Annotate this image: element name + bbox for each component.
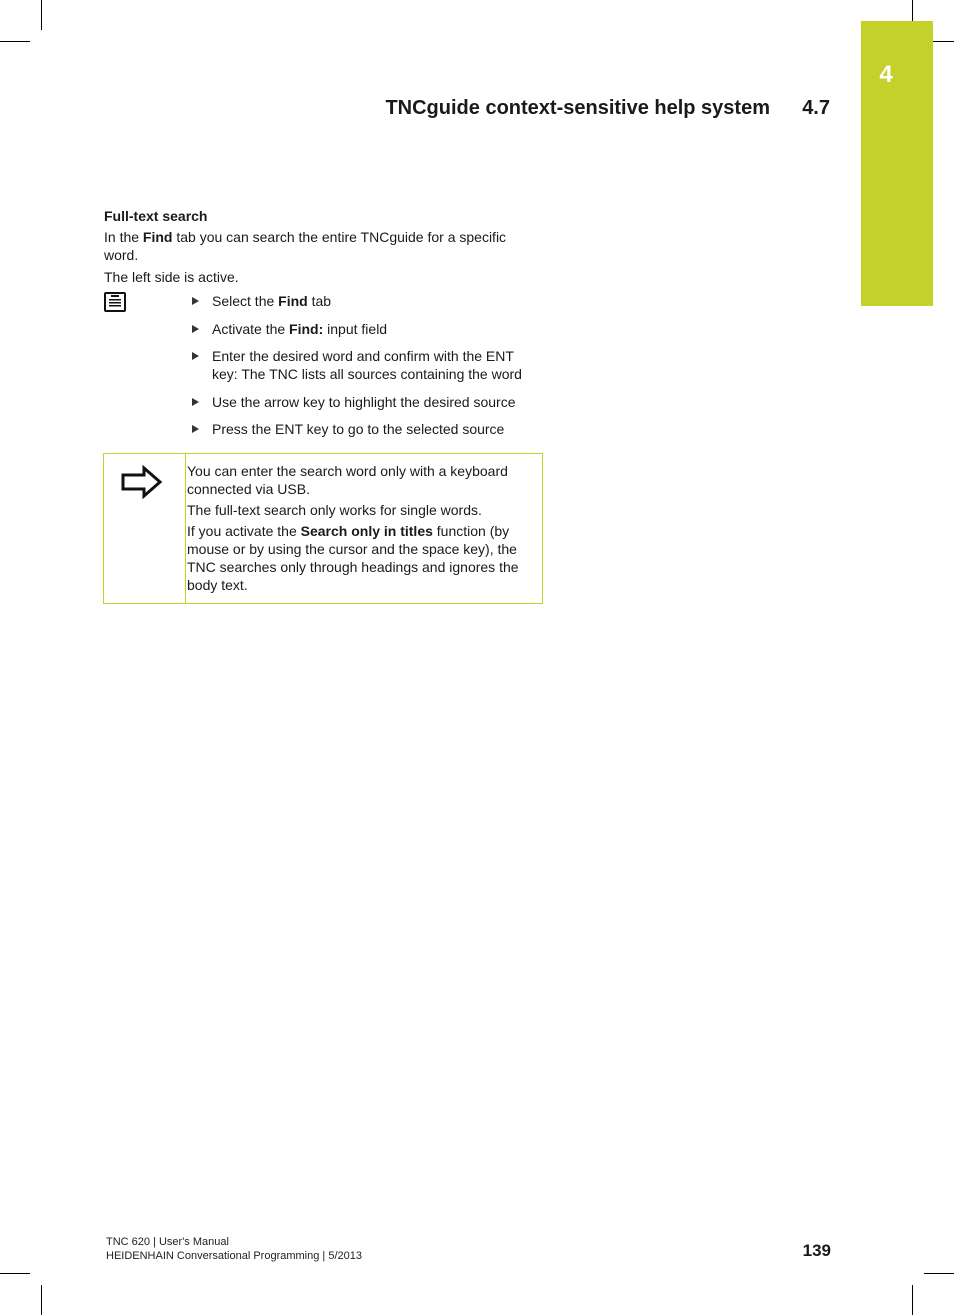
step-text-pre: Activate the [212,321,290,337]
chapter-number: 4 [879,61,893,88]
intro-text: In the [104,229,143,245]
header-title: TNCguide context-sensitive help system [385,97,770,119]
page-number: 139 [802,1241,831,1260]
note-divider [185,454,186,603]
step-text-bold: Find [278,293,308,309]
step-text-bold: Find: [289,321,324,337]
intro-text-end: tab you can search the entire TNCguide for a specific word. [104,229,507,263]
intro-paragraph [104,228,544,264]
step-text [212,320,542,338]
section-heading: Full-text search [104,208,208,224]
step-text: Use the arrow key to highlight the desired source [212,394,516,410]
note-line [187,522,537,594]
crop-mark [41,1285,42,1315]
step-text-post: input field [323,321,388,337]
note-text [187,462,537,597]
footer-line: TNC 620 | User's Manual [106,1236,229,1248]
left-active-paragraph: The left side is active. [104,269,239,285]
footer [106,1235,362,1263]
triangle-bullet-icon [192,297,199,305]
crop-mark [41,0,42,30]
triangle-bullet-icon [192,398,199,406]
step-text-post: tab [307,293,332,309]
step-text-pre: Select the [212,293,279,309]
step-text: Press the ENT key to go to the selected source [212,421,505,437]
note-text-post: function (by mouse or by using the cursor and the space key), the TNC searches only through headings and ignores the body text. [187,523,519,593]
triangle-bullet-icon [192,425,199,433]
triangle-bullet-icon [192,352,199,360]
note-box [103,453,543,604]
section-body [104,207,544,290]
triangle-bullet-icon [192,325,199,333]
header-section: 4.7 [802,97,830,119]
keyboard-icon [104,292,126,312]
note-line: The full-text search only works for single words. [187,502,482,518]
footer-line: HEIDENHAIN Conversational Programming | 5/2013 [106,1250,362,1262]
crop-mark [924,1273,954,1274]
note-line: You can enter the search word only with a keyboard connected via USB. [187,463,508,497]
step-text [212,292,542,310]
intro-bold: Find [142,229,173,245]
chapter-tab [861,21,933,306]
note-text-bold: Search only in titles [300,523,433,539]
crop-mark [0,1273,30,1274]
crop-mark [912,1285,913,1315]
note-text-pre: If you activate the [187,523,301,539]
crop-mark [0,41,30,42]
step-text: Enter the desired word and confirm with the ENT key: The TNC lists all sources containing the word [212,348,522,382]
arrow-right-icon [120,464,164,500]
